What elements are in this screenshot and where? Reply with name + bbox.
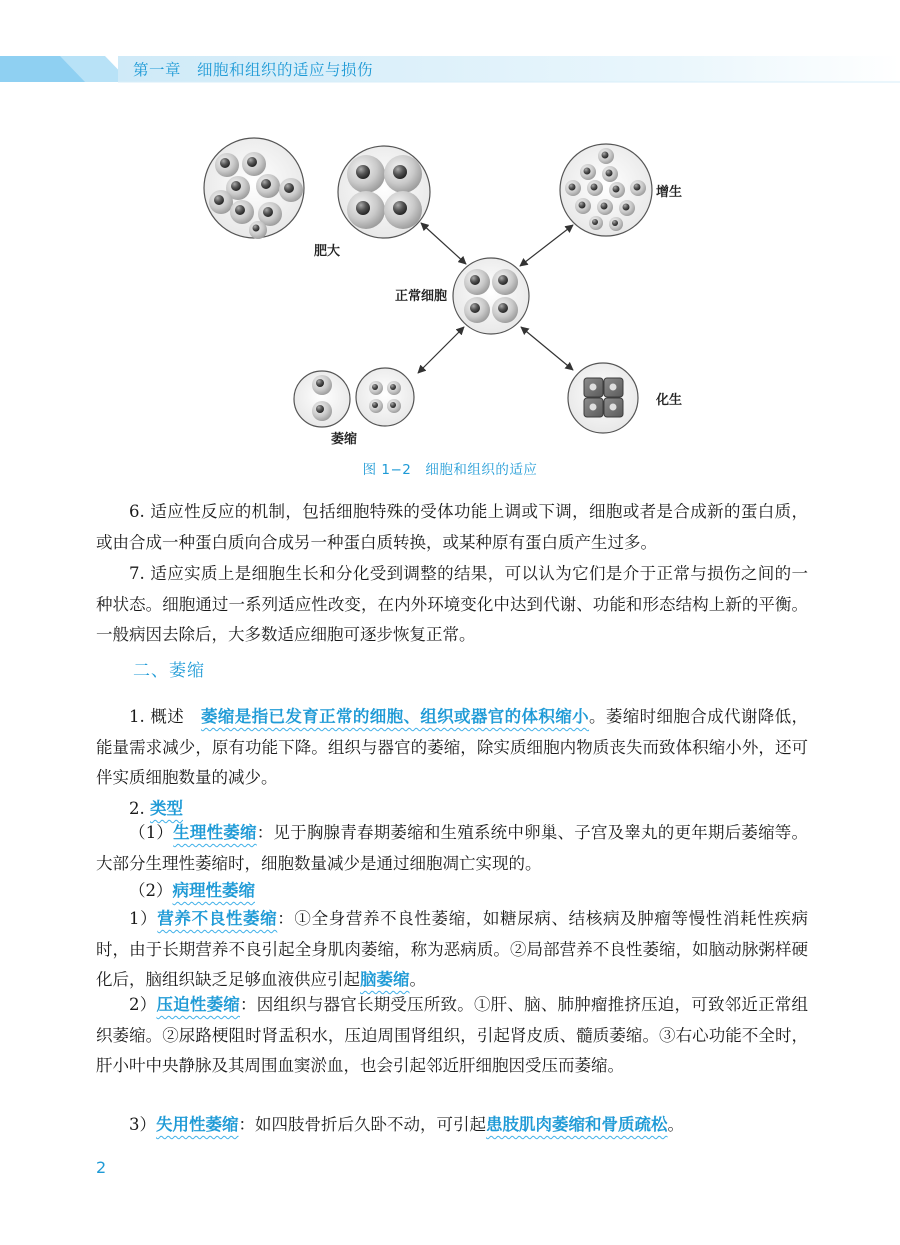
page-number: 2 <box>96 1158 107 1177</box>
pressure-term: 压迫性萎缩 <box>156 995 240 1014</box>
disuse-lead: 3） <box>129 1115 156 1134</box>
overview-lead: 1. 概述 <box>129 707 201 726</box>
paragraph-pathological <box>96 876 808 907</box>
arrow-metaplasia <box>521 327 573 370</box>
normal-cell-cluster <box>453 258 529 334</box>
paragraph-malnutrition <box>96 904 808 996</box>
running-header <box>133 58 373 80</box>
label-normal-cell: 正常细胞 <box>395 289 448 304</box>
pressure-lead: 2） <box>129 995 157 1014</box>
label-hypertrophy: 肥大 <box>314 244 341 259</box>
malnutrition-lead: 1） <box>129 909 158 928</box>
label-atrophy: 萎缩 <box>331 432 358 447</box>
hypertrophy-cluster-large <box>338 146 430 238</box>
malnutrition-text: ：①全身营养不良性萎缩，如糖尿病、结核病及肿瘤等慢性消耗性疾病时，由于长期营养不良引起全身肌肉萎缩，称为恶病质。②局部营养不良性萎缩，如脑动脉粥样硬化后，脑组织缺乏足够血液供应引起 <box>96 909 809 989</box>
paragraph-6: 6. 适应性反应的机制，包括细胞特殊的受体功能上调或下调，细胞或者是合成新的蛋白质，或由合成一种蛋白质向合成另一种蛋白质转换，或某种原有蛋白质产生过多。 <box>96 502 808 552</box>
atrophy-definition: 萎缩是指已发育正常的细胞、组织或器官的体积缩小 <box>200 707 590 726</box>
physiological-lead: （1） <box>129 823 174 842</box>
types-lead: 2. <box>129 799 150 818</box>
metaplasia-cluster <box>568 363 638 433</box>
disuse-result-term: 患肢肌肉萎缩和骨质疏松 <box>486 1115 668 1134</box>
disuse-end: 。 <box>667 1115 684 1134</box>
disuse-term: 失用性萎缩 <box>156 1115 239 1134</box>
arrow-hyperplasia <box>520 225 573 266</box>
paragraph-7: 7. 适应实质上是细胞生长和分化受到调整的结果，可以认为它们是介于正常与损伤之间的一种状态。细胞通过一系列适应性改变，在内外环境变化中达到代谢、功能和形态结构上新的平衡。一般病因去除后，大多数适应细胞可逐步恢复正常。 <box>96 564 808 644</box>
paragraph-disuse <box>96 1110 808 1141</box>
hyperplasia-cluster <box>560 144 652 236</box>
label-metaplasia: 化生 <box>656 393 683 408</box>
arrow-atrophy <box>418 327 464 373</box>
brain-atrophy-term: 脑萎缩 <box>360 970 410 989</box>
arrow-hypertrophy <box>421 223 466 264</box>
physiological-term: 生理性萎缩 <box>173 823 257 842</box>
label-hyperplasia: 增生 <box>656 185 683 200</box>
paragraph-overview <box>96 702 808 794</box>
atrophy-cluster-group <box>356 368 414 426</box>
malnutrition-end: 。 <box>409 970 426 989</box>
section-heading-atrophy: 二、萎缩 <box>133 661 205 681</box>
malnutrition-term: 营养不良性萎缩 <box>157 909 278 928</box>
pathological-lead: （2） <box>129 881 173 900</box>
atrophy-cluster-single <box>294 371 350 427</box>
pathological-term: 病理性萎缩 <box>172 881 255 900</box>
cell-adaptation-figure <box>0 130 900 455</box>
paragraph-pressure <box>96 990 808 1082</box>
chapter-title: 细胞和组织的适应与损伤 <box>197 61 374 79</box>
disuse-text: ：如四肢骨折后久卧不动，可引起 <box>238 1115 486 1134</box>
pressure-text: ：因组织与器官长期受压所致。①肝、脑、肺肿瘤推挤压迫，可致邻近正常组织萎缩。②尿路梗阻时肾盂积水，压迫周围肾组织，引起肾皮质、髓质萎缩。③右心功能不全时，肝小叶中央静脉及其周围血窦淤血，也会引起邻近肝细胞因受压而萎缩。 <box>96 995 809 1075</box>
types-term: 类型 <box>150 799 183 818</box>
physiological-text: ：见于胸腺青春期萎缩和生殖系统中卵巢、子宫及睾丸的更年期后萎缩等。大部分生理性萎缩时，细胞数量减少是通过细胞凋亡实现的。 <box>96 823 809 873</box>
paragraph-physiological <box>96 818 808 879</box>
hypertrophy-cluster-small <box>204 138 304 239</box>
figure-caption: 图 1−2 细胞和组织的适应 <box>362 462 538 478</box>
overview-text: 。萎缩时细胞合成代谢降低，能量需求减少，原有功能下降。组织与器官的萎缩，除实质细胞内物质丧失而致体积缩小外，还可伴实质细胞数量的减少。 <box>96 707 809 787</box>
chapter-number: 第一章 <box>133 61 182 79</box>
